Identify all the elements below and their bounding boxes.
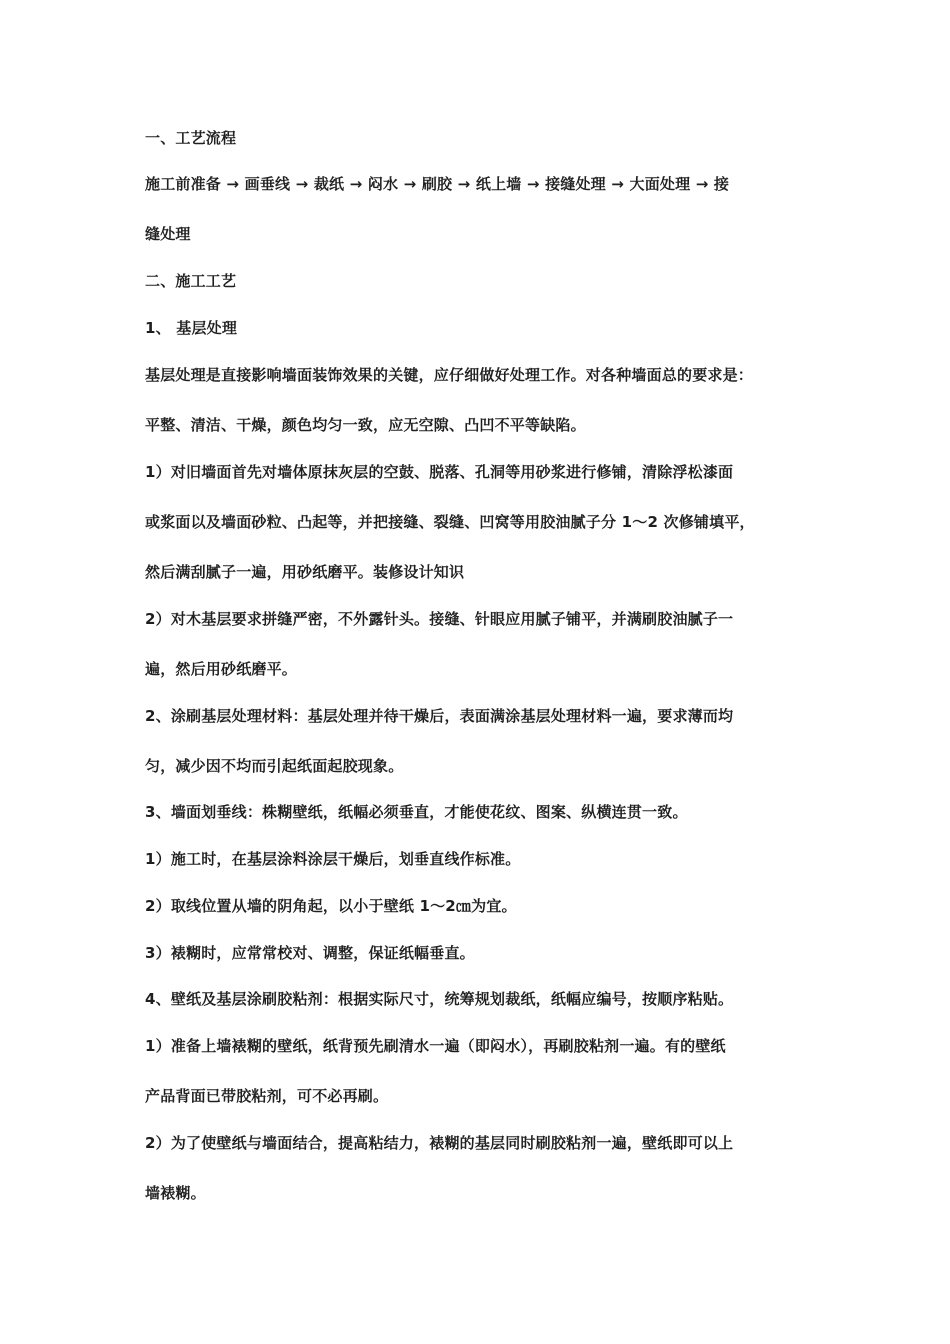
section-heading-process: 一、工艺流程 <box>145 129 237 147</box>
paragraph-line: 墙裱糊。 <box>145 1184 206 1202</box>
paragraph-line: 1）准备上墙裱糊的壁纸，纸背预先刷清水一遍（即闷水），再刷胶粘剂一遍。有的壁纸 <box>145 1037 726 1055</box>
paragraph-line: 2）取线位置从墙的阴角起，以小于壁纸 1～2㎝为宜。 <box>145 897 517 915</box>
paragraph-line: 4、壁纸及基层涂刷胶粘剂：根据实际尺寸，统筹规划裁纸，纸幅应编号，按顺序粘贴。 <box>145 990 734 1008</box>
paragraph-line: 遍，然后用砂纸磨平。 <box>145 660 298 678</box>
subheading-base-treatment: 1、 基层处理 <box>145 319 238 337</box>
process-flow-line: 施工前准备 → 画垂线 → 裁纸 → 闷水 → 刷胶 → 纸上墙 → 接缝处理 → 大面处理 → 接 <box>145 175 730 193</box>
paragraph-line: 或浆面以及墙面砂粒、凸起等，并把接缝、裂缝、凹窝等用胶油腻子分 1～2 次修铺填平， <box>145 513 755 531</box>
paragraph-line: 1）施工时，在基层涂料涂层干燥后，划垂直线作标准。 <box>145 850 521 868</box>
paragraph-line: 2）为了使壁纸与墙面结合，提高粘结力，裱糊的基层同时刷胶粘剂一遍，壁纸即可以上 <box>145 1134 734 1152</box>
section-heading-construction: 二、施工工艺 <box>145 272 237 290</box>
paragraph-line: 然后满刮腻子一遍，用砂纸磨平。装修设计知识 <box>145 563 465 581</box>
paragraph-line: 2、涂刷基层处理材料：基层处理并待干燥后，表面满涂基层处理材料一遍，要求薄而均 <box>145 707 734 725</box>
paragraph-line: 产品背面已带胶粘剂，可不必再刷。 <box>145 1087 389 1105</box>
paragraph-line: 平整、清洁、干燥，颜色均匀一致，应无空隙、凸凹不平等缺陷。 <box>145 416 586 434</box>
paragraph-line: 2）对木基层要求拼缝严密，不外露针头。接缝、针眼应用腻子铺平，并满刷胶油腻子一 <box>145 610 734 628</box>
paragraph-line: 基层处理是直接影响墙面装饰效果的关键，应仔细做好处理工作。对各种墙面总的要求是： <box>145 366 754 384</box>
paragraph-line: 3）裱糊时，应常常校对、调整，保证纸幅垂直。 <box>145 944 475 962</box>
paragraph-line: 匀，减少因不均而引起纸面起胶现象。 <box>145 757 404 775</box>
paragraph-line: 3、墙面划垂线：株糊壁纸，纸幅必须垂直，才能使花纹、图案、纵横连贯一致。 <box>145 803 688 821</box>
paragraph-line: 1）对旧墙面首先对墙体原抹灰层的空鼓、脱落、孔洞等用砂浆进行修铺，清除浮松漆面 <box>145 463 734 481</box>
process-flow-line-cont: 缝处理 <box>145 225 191 243</box>
